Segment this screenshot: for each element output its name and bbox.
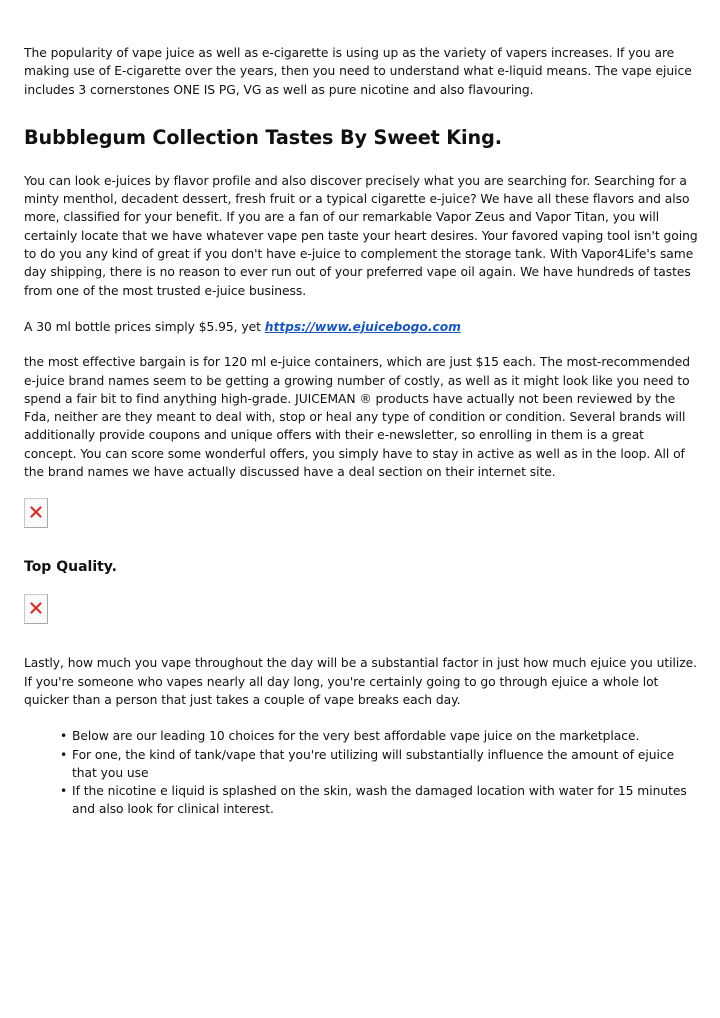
broken-image-x-icon [30, 506, 42, 518]
section-heading-top-quality: Top Quality. [24, 559, 117, 576]
price-paragraph [24, 318, 698, 336]
price-text: A 30 ml bottle prices simply $5.95, yet [24, 319, 265, 334]
usage-paragraph: Lastly, how much you vape throughout the day will be a substantial factor in just how much ejuice you utilize. If you're someone who vapes nearly all day long, you're certainly going to go through ejuice a whole lot quicker than a person that just takes a couple of vape breaks each day. [24, 656, 697, 707]
list-item-text: For one, the kind of tank/vape that you're utilizing will substantially influence the amount of ejuice that you use [72, 747, 675, 780]
broken-image-x-icon [30, 602, 42, 614]
list-item-text: Below are our leading 10 choices for the very best affordable vape juice on the marketplace. [72, 729, 640, 744]
bullet-glyph: • [60, 729, 68, 744]
intro-paragraph: The popularity of vape juice as well as e-cigarette is using up as the variety of vapers increases. If you are making use of E-cigarette over the years, then you need to understand what e-liquid means. The vape ejuice includes 3 cornerstones ONE IS PG, VG as well as pure nicotine and also flavouring. [24, 46, 692, 97]
broken-image-icon [24, 498, 48, 528]
bullet-glyph: • [60, 784, 68, 799]
list-item [60, 782, 698, 819]
choices-list [24, 727, 698, 818]
list-item [60, 746, 698, 783]
broken-image-icon [24, 594, 48, 624]
bargain-paragraph: the most effective bargain is for 120 ml e-juice containers, which are just $15 each. The most-recommended e-juice brand names seem to be getting a growing number of costly, as well as it might look like you need to spend a fair bit to find anything high-grade. JUICEMAN ® products have actually not been reviewed by the Fda, neither are they meant to deal with, stop or heal any type of condition or condition. Several brands will additionally provide coupons and unique offers with their e-newsletter, so enrolling in them is a great concept. You can score some wonderful offers, you simply have to stay in active as well as in the loop. All of the brand names we have actually discussed have a deal section on their internet site. [24, 355, 690, 480]
list-item-text: If the nicotine e liquid is splashed on the skin, wash the damaged location with water for 15 minutes and also look for clinical interest. [72, 784, 687, 817]
section-heading-bubblegum: Bubblegum Collection Tastes By Sweet King. [24, 125, 502, 149]
list-item [60, 727, 698, 745]
flavor-paragraph: You can look e-juices by flavor profile and also discover precisely what you are searching for. Searching for a minty menthol, decadent dessert, fresh fruit or a typical cigarette e-juice? We have all these flavors and also more, classified for your benefit. If you are a fan of our remarkable Vapor Zeus and Vapor Titan, you will certainly locate that we have whatever vape pen taste your heart desires. Your favored vaping tool isn't going to do you any kind of great if you don't have e-juice to complement the storage tank. With Vapor4Life's same day shipping, there is no reason to ever run out of your preferred vape oil again. We have hundreds of tastes from one of the most trusted e-juice business. [24, 173, 698, 298]
ejuicebogo-link[interactable]: https://www.ejuicebogo.com [264, 319, 461, 334]
bullet-glyph: • [60, 747, 68, 762]
